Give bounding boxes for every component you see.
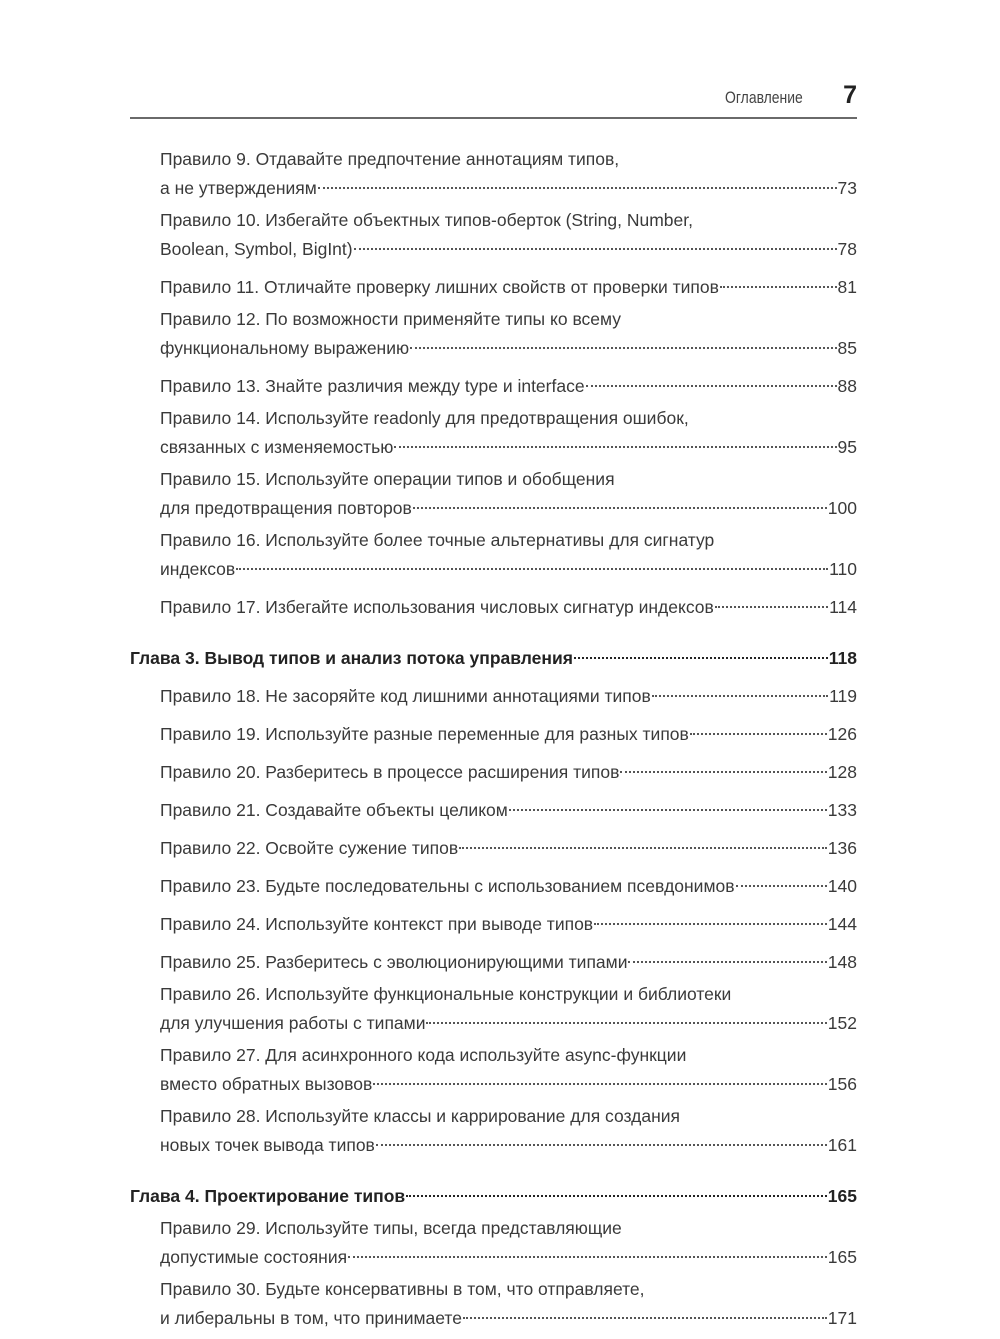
toc-page-number: 78 [837, 239, 857, 259]
toc-entry-title: Правило 29. Используйте типы, всегда представляющие [160, 1218, 622, 1238]
toc-entry-chapter-3[interactable] [130, 641, 857, 670]
toc-entry-title: Правило 11. Отличайте проверку лишних свойств от проверки типов [160, 277, 719, 297]
toc-page-number: 114 [829, 597, 857, 617]
dot-leader [690, 717, 827, 740]
table-of-contents [130, 148, 857, 1339]
dot-leader [628, 945, 826, 968]
dot-leader [720, 270, 837, 293]
dot-leader [318, 171, 837, 194]
toc-entry-title: Правило 12. По возможности применяйте типы ко всему [160, 309, 622, 329]
toc-page-number: 171 [827, 1308, 857, 1328]
toc-entry-rule-29[interactable] [160, 1217, 857, 1269]
toc-page-number: 144 [827, 914, 857, 934]
toc-entry-rule-27[interactable] [160, 1044, 857, 1096]
toc-entry-title-cont: вместо обратных вызовов [160, 1074, 373, 1094]
toc-page-number: 136 [827, 838, 857, 858]
toc-page-number: 133 [827, 800, 857, 820]
toc-entry-title-cont: новых точек вывода типов [160, 1135, 375, 1155]
toc-entry-rule-19[interactable] [160, 717, 857, 746]
toc-page-number: 100 [827, 498, 857, 518]
toc-page-number: 161 [827, 1135, 857, 1155]
toc-entry-title-cont: для улучшения работы с типами [160, 1013, 426, 1033]
toc-entry-title: Правило 14. Используйте readonly для предотвращения ошибок, [160, 408, 689, 428]
toc-page-number: 156 [827, 1074, 857, 1094]
toc-entry-rule-13[interactable] [160, 369, 857, 398]
dot-leader [652, 679, 828, 702]
toc-entry-title-cont: а не утверждениям [160, 178, 317, 198]
toc-entry-title: Правило 22. Освойте сужение типов [160, 838, 459, 858]
toc-entry-title-cont: связанных с изменяемостью [160, 437, 394, 457]
toc-page-number: 118 [828, 648, 857, 668]
toc-page-number: 165 [827, 1247, 857, 1267]
toc-entry-title: Правило 24. Используйте контекст при выводе типов [160, 914, 594, 934]
toc-entry-title-cont: допустимые состояния [160, 1247, 348, 1267]
toc-entry-title: Правило 16. Используйте более точные альтернативы для сигнатур [160, 530, 715, 550]
dot-leader [354, 232, 837, 255]
toc-entry-title: Правило 18. Не засоряйте код лишними аннотациями типов [160, 686, 651, 706]
dot-leader [236, 552, 828, 575]
toc-entry-title: Правило 13. Знайте различия между type и interface [160, 376, 585, 396]
toc-page-number: 165 [827, 1186, 857, 1206]
toc-page-number: 85 [837, 338, 857, 358]
toc-entry-rule-26[interactable] [160, 983, 857, 1035]
toc-entry-title: Правило 23. Будьте последовательны с использованием псевдонимов [160, 876, 735, 896]
dot-leader [463, 1301, 827, 1324]
toc-entry-title: Правило 28. Используйте классы и каррирование для создания [160, 1106, 681, 1126]
toc-entry-rule-23[interactable] [160, 869, 857, 898]
toc-entry-title: Правило 25. Разберитесь с эволюционирующими типами [160, 952, 628, 972]
toc-page-number: 126 [827, 724, 857, 744]
toc-entry-rule-11[interactable] [160, 270, 857, 299]
toc-entry-rule-21[interactable] [160, 793, 857, 822]
toc-entry-chapter-4[interactable] [130, 1179, 857, 1208]
dot-leader [406, 1179, 827, 1202]
toc-entry-rule-9[interactable] [160, 148, 857, 200]
toc-entry-title: Правило 30. Будьте консервативны в том, что отправляете, [160, 1279, 645, 1299]
toc-entry-title-cont: Boolean, Symbol, BigInt) [160, 239, 353, 259]
toc-page-number: 73 [837, 178, 857, 198]
toc-entry-title: Правило 27. Для асинхронного кода используйте async-функции [160, 1045, 687, 1065]
toc-page-number: 119 [829, 686, 857, 706]
dot-leader [348, 1240, 827, 1263]
toc-entry-rule-24[interactable] [160, 907, 857, 936]
running-title: Оглавление [725, 88, 803, 107]
dot-leader [376, 1128, 827, 1151]
toc-page-number: 152 [827, 1013, 857, 1033]
toc-entry-rule-12[interactable] [160, 308, 857, 360]
toc-page-number: 81 [837, 277, 857, 297]
toc-chapter-title: Глава 3. Вывод типов и анализ потока управления [130, 648, 573, 668]
dot-leader [373, 1067, 826, 1090]
toc-entry-title: Правило 19. Используйте разные переменные для разных типов [160, 724, 689, 744]
toc-entry-rule-20[interactable] [160, 755, 857, 784]
toc-entry-title: Правило 10. Избегайте объектных типов-оберток (String, Number, [160, 210, 693, 230]
toc-page-number: 95 [837, 437, 857, 457]
toc-entry-title-cont: индексов [160, 559, 236, 579]
dot-leader [410, 331, 836, 354]
dot-leader [509, 793, 827, 816]
toc-entry-title-cont: для предотвращения повторов [160, 498, 412, 518]
toc-entry-title: Правило 20. Разберитесь в процессе расширения типов [160, 762, 620, 782]
dot-leader [413, 491, 827, 514]
toc-page-number: 128 [827, 762, 857, 782]
toc-entry-rule-18[interactable] [160, 679, 857, 708]
dot-leader [574, 641, 828, 664]
toc-page-number: 140 [827, 876, 857, 896]
toc-page-number: 148 [827, 952, 857, 972]
toc-chapter-title: Глава 4. Проектирование типов [130, 1186, 406, 1206]
toc-entry-title: Правило 26. Используйте функциональные конструкции и библиотеки [160, 984, 732, 1004]
dot-leader [620, 755, 826, 778]
toc-page-number: 88 [837, 376, 857, 396]
dot-leader [715, 590, 828, 613]
toc-page-number: 110 [829, 559, 857, 579]
toc-entry-rule-10[interactable] [160, 209, 857, 261]
page-header [130, 80, 857, 119]
dot-leader [394, 430, 836, 453]
toc-entry-rule-22[interactable] [160, 831, 857, 860]
dot-leader [586, 369, 837, 392]
toc-entry-title: Правило 21. Создавайте объекты целиком [160, 800, 508, 820]
toc-entry-title: Правило 9. Отдавайте предпочтение аннотациям типов, [160, 149, 620, 169]
toc-entry-title-cont: и либеральны в том, что принимаете [160, 1308, 462, 1328]
toc-entry-title-cont: функциональному выражению [160, 338, 410, 358]
dot-leader [736, 869, 827, 892]
dot-leader [459, 831, 827, 854]
toc-entry-rule-16[interactable] [160, 529, 857, 581]
dot-leader [594, 907, 827, 930]
toc-entry-rule-15[interactable] [160, 468, 857, 520]
dot-leader [426, 1006, 826, 1029]
toc-entry-rule-25[interactable] [160, 945, 857, 974]
page-number: 7 [843, 81, 857, 109]
toc-entry-rule-17[interactable] [160, 590, 857, 619]
toc-entry-title: Правило 17. Избегайте использования числовых сигнатур индексов [160, 597, 714, 617]
toc-entry-title: Правило 15. Используйте операции типов и обобщения [160, 469, 615, 489]
toc-entry-rule-30[interactable] [160, 1278, 857, 1330]
toc-entry-rule-28[interactable] [160, 1105, 857, 1157]
toc-entry-rule-14[interactable] [160, 407, 857, 459]
